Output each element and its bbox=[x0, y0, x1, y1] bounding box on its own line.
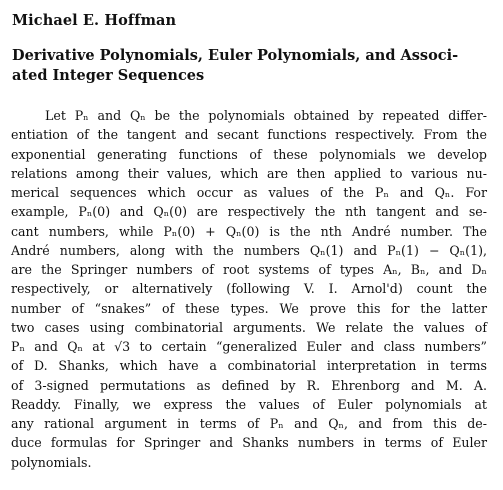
abstract-line: number of “snakes” of these types. We prove this for the latter bbox=[11, 300, 487, 316]
paper-title bbox=[12, 46, 482, 86]
abstract-line: relations among their values, which are then applied to various nu- bbox=[11, 165, 487, 181]
abstract-line: respectively, or alternatively (following V. I. Arnol'd) count the bbox=[11, 281, 487, 297]
abstract-line: merical sequences which occur as values of the Pₙ and Qₙ. For bbox=[11, 185, 487, 200]
abstract bbox=[11, 106, 487, 472]
title-line: ated Integer Sequences bbox=[12, 67, 205, 84]
abstract-line: entiation of the tangent and secant functions respectively. From the bbox=[11, 127, 487, 143]
title-line: Derivative Polynomials, Euler Polynomials, and Associ- bbox=[12, 47, 459, 64]
abstract-line: Let Pₙ and Qₙ be the polynomials obtained by repeated differ- bbox=[45, 108, 487, 123]
abstract-line: polynomials. bbox=[11, 454, 92, 470]
abstract-line: Pₙ and Qₙ at √3 to certain “generalized Euler and class numbers” bbox=[11, 339, 487, 354]
abstract-line: Readdy. Finally, we express the values of Euler polynomials at bbox=[11, 396, 487, 412]
author-name: Michael E. Hoffman bbox=[12, 12, 177, 29]
abstract-line: example, Pₙ(0) and Qₙ(0) are respectively the nth tangent and se- bbox=[11, 204, 487, 220]
abstract-line: two cases using combinatorial arguments. We relate the values of bbox=[11, 319, 487, 335]
abstract-line: exponential generating functions of these polynomials we develop bbox=[11, 146, 487, 162]
abstract-line: of 3-signed permutations as defined by R. Ehrenborg and M. A. bbox=[11, 377, 487, 393]
abstract-line: duce formulas for Springer and Shanks numbers in terms of Euler bbox=[11, 435, 487, 451]
abstract-line: are the Springer numbers of root systems of types Aₙ, Bₙ, and Dₙ bbox=[11, 262, 487, 277]
abstract-line: André numbers, along with the numbers Qₙ(1) and Pₙ(1) − Qₙ(1), bbox=[11, 242, 487, 258]
abstract-line: of D. Shanks, which have a combinatorial interpretation in terms bbox=[11, 358, 487, 374]
abstract-line: cant numbers, while Pₙ(0) + Qₙ(0) is the nth André number. The bbox=[11, 223, 487, 239]
abstract-line: any rational argument in terms of Pₙ and Qₙ, and from this de- bbox=[11, 416, 487, 431]
